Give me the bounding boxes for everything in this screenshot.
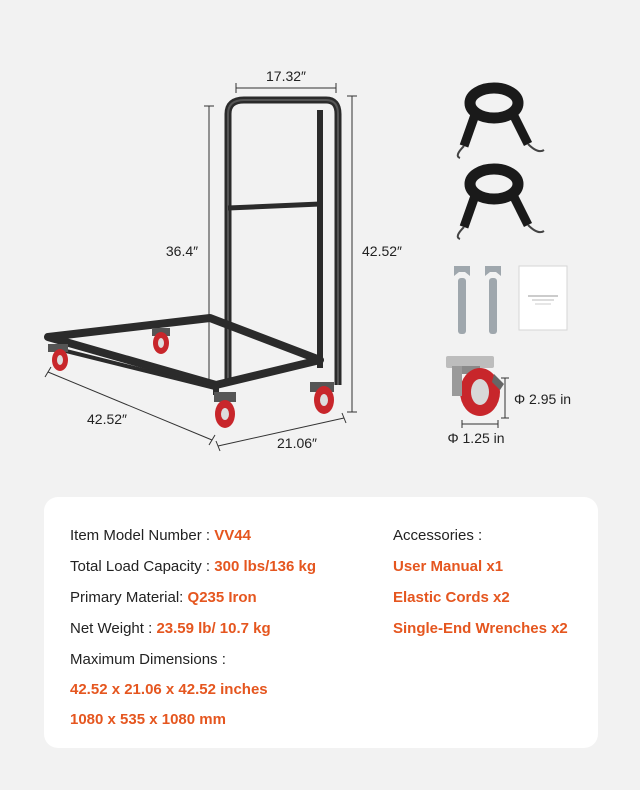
load-capacity-label: Total Load Capacity : (70, 558, 211, 575)
load-capacity-value: 300 lbs/136 kg (214, 558, 316, 575)
handle-height-label: 36.4″ (165, 243, 199, 259)
total-height-dimension (347, 96, 402, 412)
accessory-item-user-manual: User Manual x1 (393, 558, 504, 575)
handle-height-dimension (166, 106, 214, 385)
caster-detail (446, 356, 504, 416)
material-row (70, 589, 257, 606)
elastic-cord-top (458, 88, 544, 158)
wrench-right (485, 266, 501, 334)
caster-width-label: Φ 1.25 in (447, 430, 505, 446)
net-weight-label: Net Weight : (70, 620, 153, 637)
model-number-label: Item Model Number : (70, 527, 211, 544)
caster-width-dimension (447, 420, 504, 446)
elastic-cord-bottom (458, 169, 544, 239)
load-capacity-row (70, 558, 316, 575)
net-weight-value: 23.59 lb/ 10.7 kg (156, 620, 271, 637)
model-number-row (70, 527, 251, 544)
caster-height-dimension (501, 378, 571, 418)
max-dimensions-inches: 42.52 x 21.06 x 42.52 inches (70, 681, 268, 698)
net-weight-row (70, 620, 271, 637)
handle-width-dimension (236, 68, 336, 93)
caster-front-left (214, 392, 236, 428)
model-number-value: VV44 (214, 527, 251, 544)
caster-front-right (310, 382, 334, 414)
width-label: 21.06″ (277, 435, 317, 451)
width-dimension (216, 413, 346, 451)
max-dimensions-label: Maximum Dimensions : (70, 651, 226, 668)
material-value: Q235 Iron (187, 589, 257, 606)
accessories-title: Accessories : (393, 527, 483, 544)
total-height-label: 42.52″ (362, 243, 402, 259)
accessory-item-elastic-cords: Elastic Cords x2 (393, 589, 510, 606)
wrench-left (454, 266, 470, 334)
caster-back-left (48, 344, 68, 371)
accessory-item-wrenches: Single-End Wrenches x2 (393, 620, 568, 637)
caster-back-right (152, 328, 170, 354)
material-label: Primary Material: (70, 589, 184, 606)
caster-height-label: Φ 2.95 in (514, 391, 572, 407)
user-manual (519, 266, 567, 330)
max-dimensions-mm: 1080 x 535 x 1080 mm (70, 711, 226, 728)
handle-width-label: 17.32″ (266, 68, 306, 84)
length-label: 42.52″ (87, 411, 127, 427)
specification-card (44, 497, 598, 748)
